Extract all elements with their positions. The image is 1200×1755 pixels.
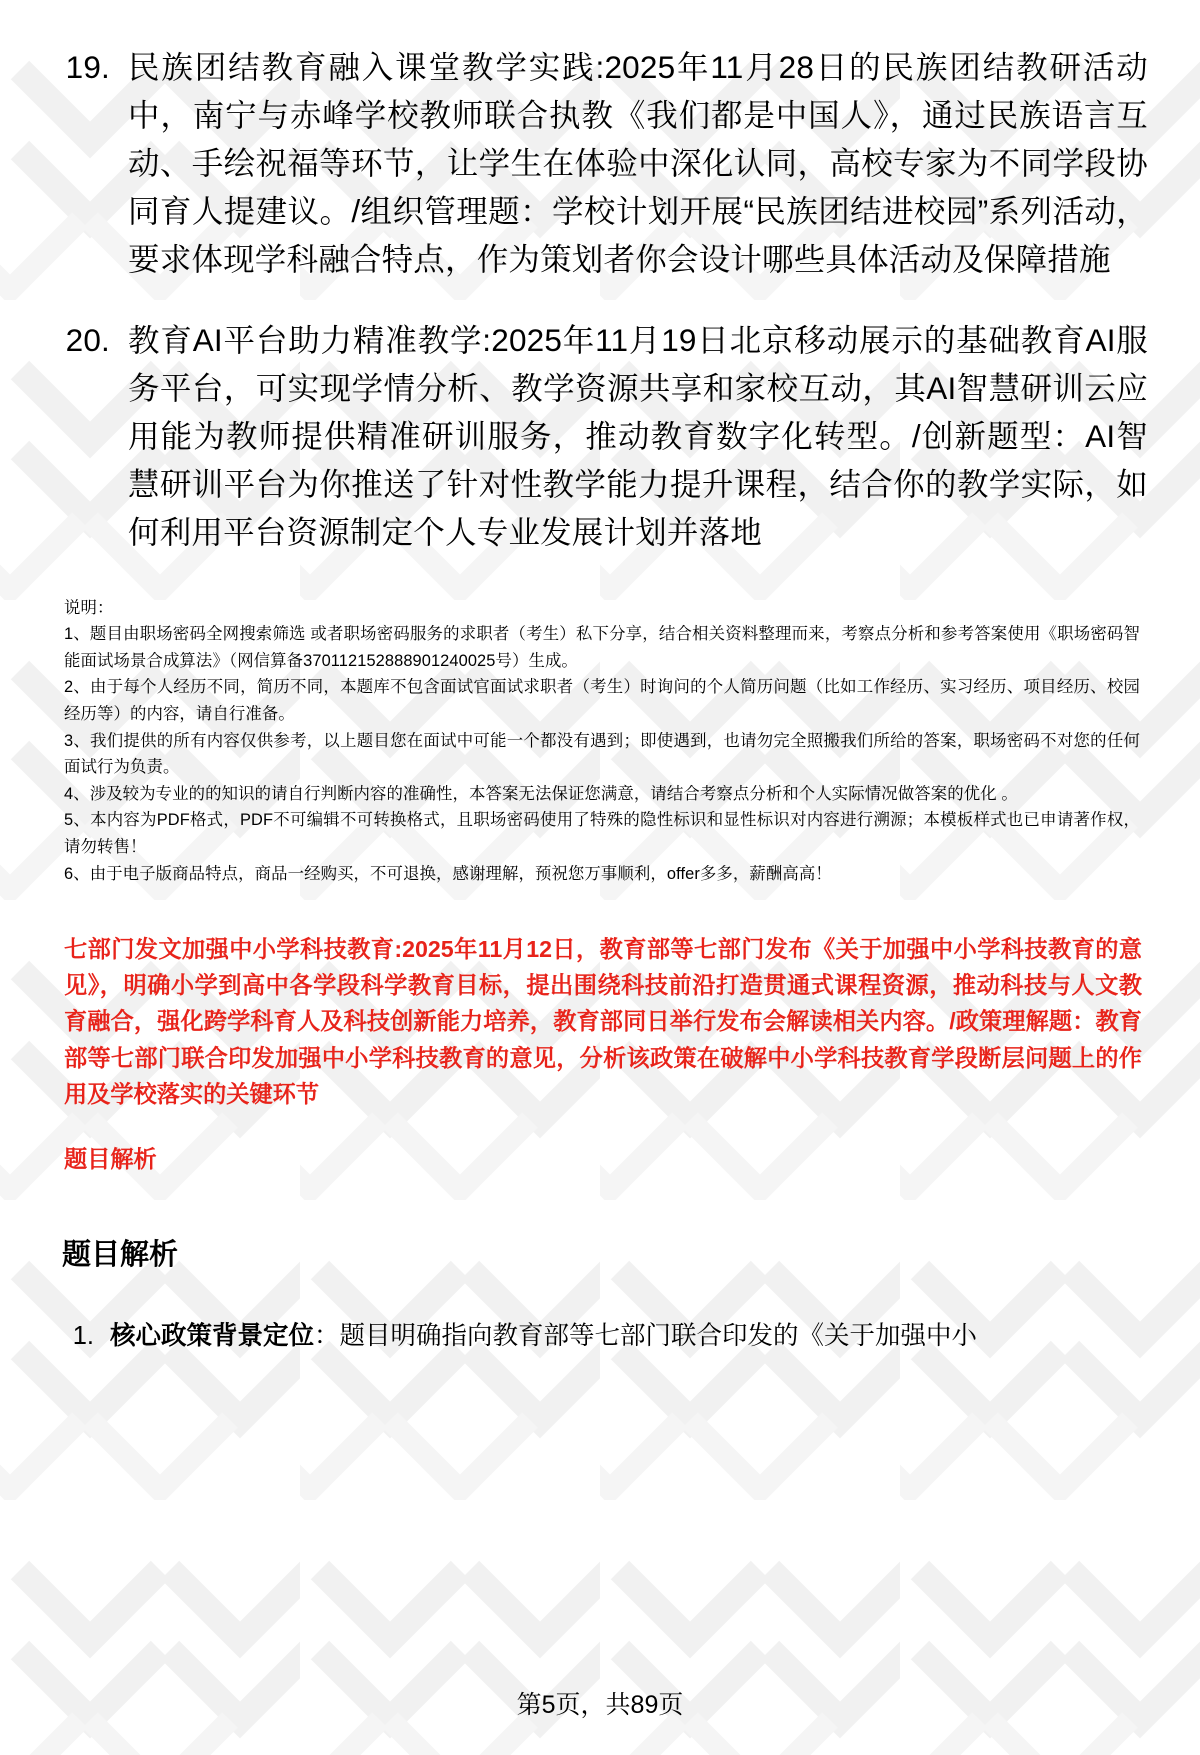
notes-title: 说明： bbox=[64, 598, 114, 617]
analysis-item-lead: 核心政策背景定位 bbox=[110, 1322, 315, 1351]
page-footer: 第5页，共89页 bbox=[516, 1690, 684, 1719]
question-number: 19. bbox=[65, 49, 110, 85]
question-text: 民族团结教育融入课堂教学实践:2025年11月28日的民族团结教研活动中，南宁与赤峰学校教师联合执教《我们都是中国人》，通过民族语言互动、手绘祝福等环节，让学生在体验中深化认同，高校专家为不同学段协同育人提建议。/组织管理题：学校计划开展“民族团结进校园”系列活动，要求体现学科融合特点，作为策划者你会设计哪些具体活动及保障措施 bbox=[128, 49, 1148, 277]
note-item-1: 1、题目由职场密码全网搜索筛选 或者职场密码服务的求职者（考生）私下分享，结合相关资料整理而来，考察点分析和参考答案使用《职场密码智能面试场景合成算法》（网信算备370112152888901240025号）生成。 bbox=[64, 625, 1140, 670]
question-item bbox=[52, 44, 1148, 283]
note-item-6: 6、由于电子版商品特点，商品一经购买，不可退换，感谢理解，预祝您万事顺利，offer多多，薪酬高高！ bbox=[64, 864, 832, 883]
question-list bbox=[52, 44, 1148, 557]
note-item-2: 2、由于每个人经历不同，简历不同，本题库不包含面试官面试求职者（考生）时询问的个人简历问题（比如工作经历、实习经历、项目经历、校园经历等）的内容，请自行准备。 bbox=[64, 678, 1140, 724]
note-item-4: 4、涉及较为专业的的知识的请自行判断内容的准确性，本答案无法保证您满意，请结合考察点分析和个人实际情况做答案的优化 。 bbox=[64, 784, 1018, 803]
question-text: 教育AI平台助力精准教学:2025年11月19日北京移动展示的基础教育AI服务平台，可实现学情分析、教学资源共享和家校互动，其AI智慧研训云应用能为教师提供精准研训服务，推动教育数字化转型。/创新题型：AI智慧研训平台为你推送了针对性教学能力提升课程，结合你的教学实际，如何利用平台资源制定个人专业发展计划并落地 bbox=[128, 322, 1148, 550]
analysis-heading: 题目解析 bbox=[62, 1238, 179, 1271]
red-analysis-label: 题目解析 bbox=[64, 1146, 157, 1173]
red-policy-paragraph: 七部门发文加强中小学科技教育:2025年11月12日，教育部等七部门发布《关于加强中小学科技教育的意见》，明确小学到高中各学段科学教育目标，提出围绕科技前沿打造贯通式课程资源，推动科技与人文教育融合，强化跨学科育人及科技创新能力培养，教育部同日举行发布会解读相关内容。/政策理解题：教育部等七部门联合印发加强中小学科技教育的意见，分析该政策在破解中小学科技教育学段断层问题上的作用及学校落实的关键环节 bbox=[64, 936, 1142, 1107]
note-item-3: 3、我们提供的所有内容仅供参考，以上题目您在面试中可能一个都没有遇到；即使遇到，也请勿完全照搬我们所给的答案，职场密码不对您的任何面试行为负责。 bbox=[64, 731, 1140, 777]
analysis-item-number: 1. bbox=[72, 1322, 94, 1351]
notes-block bbox=[52, 595, 1148, 887]
analysis-item bbox=[52, 1317, 1148, 1355]
analysis-list bbox=[52, 1317, 1148, 1355]
question-item bbox=[52, 317, 1148, 556]
analysis-item-text bbox=[110, 1317, 1148, 1355]
analysis-item-rest: ：题目明确指向教育部等七部门联合印发的《关于加强中小 bbox=[314, 1322, 978, 1351]
note-item-5: 5、本内容为PDF格式，PDF不可编辑不可转换格式，且职场密码使用了特殊的隐性标识和显性标识对内容进行溯源；本模板样式也已申请著作权，请勿转售！ bbox=[64, 811, 1140, 856]
question-number: 20. bbox=[65, 322, 110, 359]
